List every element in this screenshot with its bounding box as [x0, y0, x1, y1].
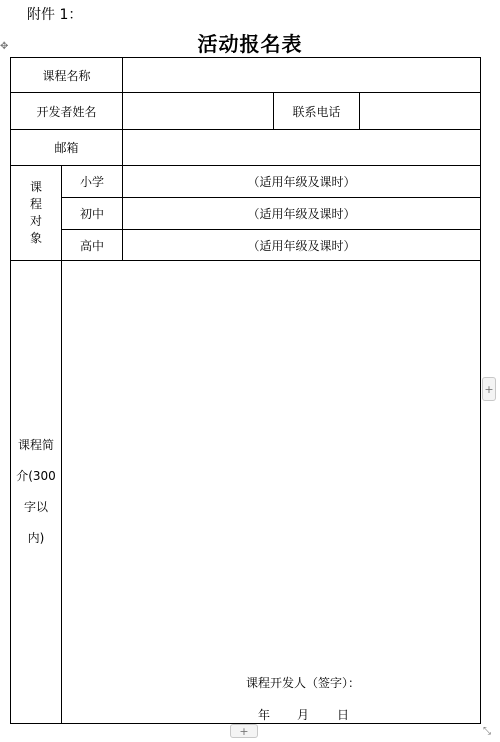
course-intro-line: 介(300	[16, 469, 56, 483]
developer-name-input[interactable]	[123, 93, 273, 129]
course-target-char: 对	[29, 214, 42, 228]
course-target-char: 程	[29, 197, 42, 211]
course-intro-line: 内)	[27, 531, 45, 545]
level-high-hint[interactable]: （适用年级及课时）	[247, 238, 356, 253]
course-intro-line: 课程简	[17, 438, 54, 452]
table-resize-handle-icon[interactable]: ⤡	[483, 726, 491, 737]
registration-form-table	[10, 57, 481, 724]
page-title: 活动报名表	[197, 32, 303, 56]
phone-label: 联系电话	[292, 104, 341, 119]
level-middle-label: 初中	[79, 207, 104, 221]
level-middle-hint[interactable]: （适用年级及课时）	[247, 207, 356, 221]
date-month-label: 月	[297, 708, 310, 722]
course-target-label	[11, 166, 61, 260]
course-intro-line: 字以	[23, 500, 48, 514]
course-name-input[interactable]	[123, 58, 480, 92]
level-high-label: 高中	[79, 238, 104, 253]
signature-label: 课程开发人（签字）：	[246, 676, 361, 690]
date-year-label: 年	[258, 708, 271, 722]
course-target-char: 象	[29, 231, 42, 245]
course-target-char: 课	[29, 180, 42, 194]
attachment-label: 附件 1：	[27, 7, 83, 23]
phone-input[interactable]	[360, 93, 480, 129]
date-day-label: 日	[337, 708, 350, 722]
add-row-plus-icon[interactable]: +	[230, 724, 258, 738]
developer-name-label: 开发者姓名	[36, 104, 97, 119]
email-input[interactable]	[123, 130, 480, 165]
email-label: 邮箱	[54, 141, 79, 155]
level-primary-hint[interactable]: （适用年级及课时）	[247, 175, 356, 189]
course-intro-label	[11, 261, 61, 723]
table-move-handle-icon[interactable]: ✥	[0, 41, 9, 52]
course-name-label: 课程名称	[42, 68, 91, 83]
add-column-plus-icon[interactable]: +	[482, 377, 496, 401]
level-primary-label: 小学	[79, 175, 104, 189]
course-intro-input[interactable]	[62, 261, 480, 723]
